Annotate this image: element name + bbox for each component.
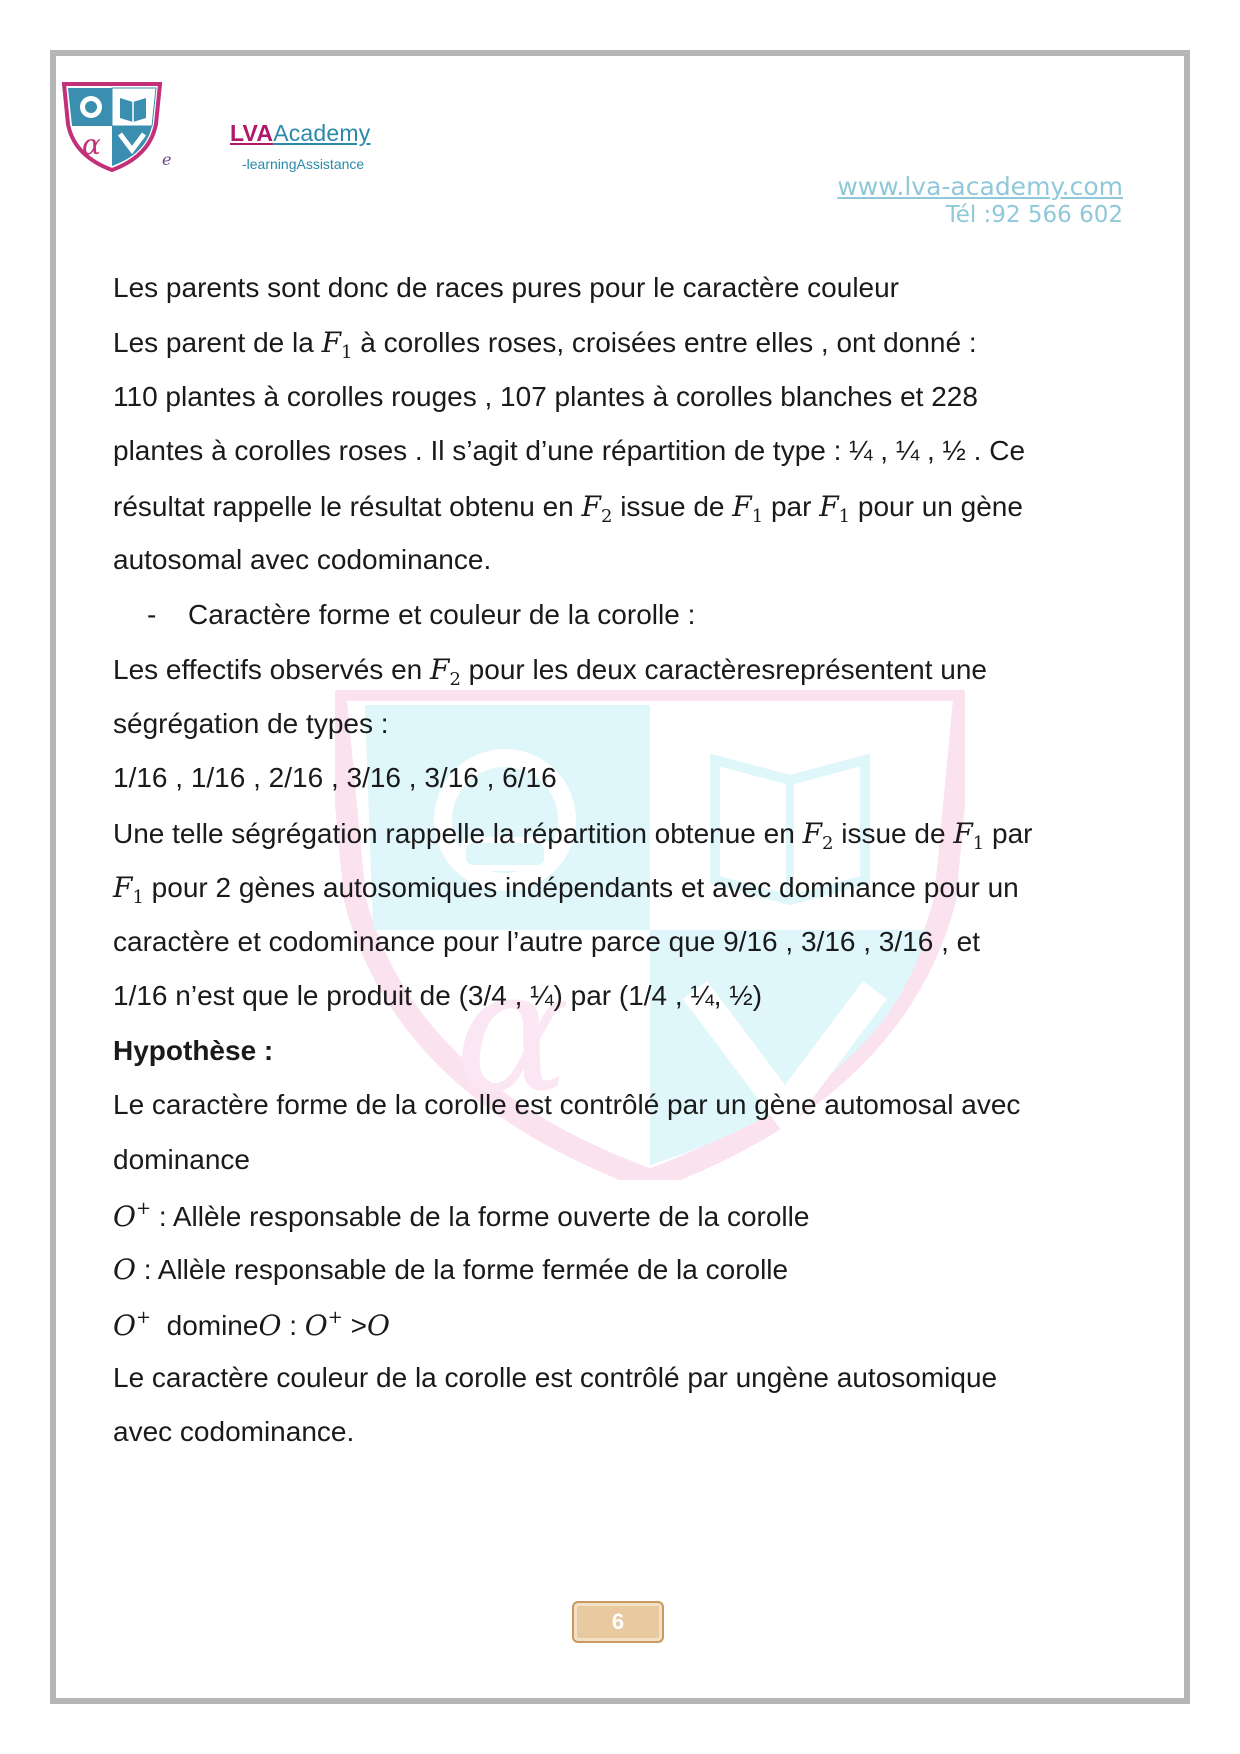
brand-tagline: -learningAssistance — [242, 156, 365, 172]
brand-lva: LVA — [230, 120, 274, 146]
paragraph-line: 110 plantes à corolles rouges , 107 plantes à corolles blanches et 228 — [113, 381, 978, 412]
brand-academy: Academy — [273, 120, 371, 146]
logo-letter: e — [162, 150, 172, 169]
bullet-dash: - — [147, 599, 157, 630]
math-F2: $F_2$ — [430, 653, 461, 690]
math-O: O — [366, 1309, 390, 1342]
math-O: O — [113, 1253, 136, 1286]
bullet-text: Caractère forme et couleur de la corolle : — [188, 599, 696, 630]
paragraph-line: Les effectifs observés en $F_2$ pour les deux caractèresreprésentent une — [113, 653, 987, 690]
math-O: O — [258, 1309, 282, 1342]
paragraph-line: Les parent de la $F_1$ à corolles roses, croisées entre elles , ont donné : — [113, 326, 977, 363]
website-link[interactable]: www.lva-academy.com — [837, 172, 1123, 201]
paragraph-line: Les parents sont donc de races pures pour le caractère couleur — [113, 272, 900, 303]
dominance-relation: O+ domineO : O+ >O — [113, 1307, 390, 1342]
lva-shield-logo-icon — [58, 80, 166, 172]
paragraph-line: $F_1$ pour 2 gènes autosomiques indépendants et avec dominance pour un — [113, 871, 1019, 908]
math-F1: $F_1$ — [819, 490, 851, 527]
paragraph-line: caractère et codominance pour l’autre parce que 9/16 , 3/16 , 3/16 , et — [113, 926, 980, 957]
paragraph-line: 1/16 , 1/16 , 2/16 , 3/16 , 3/16 , 6/16 — [113, 762, 557, 793]
page-number: 6 — [572, 1601, 664, 1643]
phone-number: Tél :92 566 602 — [945, 202, 1123, 228]
svg-text:α: α — [455, 933, 570, 1131]
math-F1: $F_1$ — [113, 871, 144, 908]
math-O-plus: O+ — [304, 1307, 343, 1342]
math-F1: $F_1$ — [732, 490, 764, 527]
math-F2: $F_2$ — [802, 817, 834, 854]
brand-name — [230, 120, 370, 147]
paragraph-line: 1/16 n’est que le produit de (3/4 , ¼) par (1/4 , ¼, ½) — [113, 980, 763, 1011]
section-heading: Hypothèse : — [113, 1035, 274, 1066]
paragraph-line: Le caractère couleur de la corolle est contrôlé par ungène autosomique — [113, 1362, 998, 1393]
math-F2: $F_2$ — [581, 490, 613, 527]
math-O-plus: O+ — [113, 1307, 152, 1342]
svg-text:α: α — [82, 128, 101, 161]
paragraph-line: Une telle ségrégation rappelle la répartition obtenue en $F_2$ issue de $F_1$ par — [113, 817, 1033, 854]
paragraph-line: plantes à corolles roses . Il s’agit d’une répartition de type : ¼ , ¼ , ½ . Ce — [113, 435, 1026, 466]
paragraph-line: ségrégation de types : — [113, 708, 389, 739]
math-F1: $F_1$ — [321, 326, 353, 363]
paragraph-line: Le caractère forme de la corolle est contrôlé par un gène automosal avec — [113, 1089, 1021, 1120]
paragraph-line: avec codominance. — [113, 1416, 355, 1447]
paragraph-line: résultat rappelle le résultat obtenu en $F_2$ issue de $F_1$ par $F_1$ pour un gène — [113, 490, 1023, 527]
allele-definition: O+ : Allèle responsable de la forme ouverte de la corolle — [113, 1198, 810, 1233]
math-O-plus: O+ — [113, 1198, 152, 1233]
allele-definition: O : Allèle responsable de la forme fermée de la corolle — [113, 1253, 789, 1286]
math-F1: $F_1$ — [953, 817, 985, 854]
paragraph-line: autosomal avec codominance. — [113, 544, 492, 575]
paragraph-line: dominance — [113, 1144, 250, 1175]
